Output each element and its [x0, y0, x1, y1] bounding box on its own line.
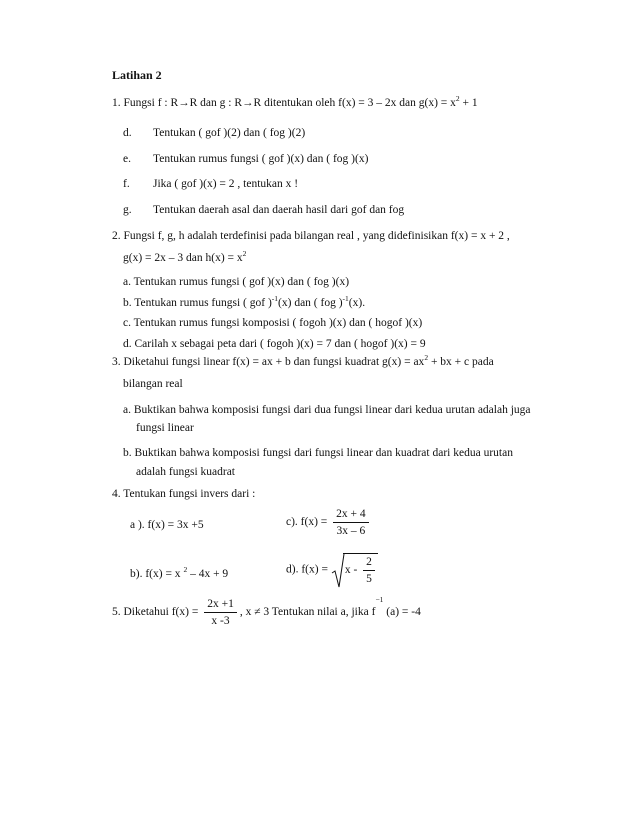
- q4-stem: 4. Tentukan fungsi invers dari :: [112, 488, 256, 500]
- q4-item-d-numerator: 2: [363, 554, 375, 571]
- q2-item-b: [123, 296, 365, 310]
- q5-numerator: 2x +1: [204, 596, 237, 613]
- q1-item-f: [123, 177, 298, 191]
- q4-item-a: a ). f(x) = 3x +5: [130, 519, 204, 531]
- q1-item-g-label: g.: [123, 204, 132, 216]
- q2-line2-text: g(x) = 2x – 3 dan h(x) = x: [123, 252, 243, 264]
- radical-sign-icon: [331, 553, 345, 589]
- q4-item-d-sqrt: [331, 553, 378, 587]
- q5-fraction: [204, 596, 237, 629]
- q1-item-f-label: f.: [123, 178, 130, 190]
- q1-item-d-label: d.: [123, 127, 132, 139]
- q2-item-b-text1: b. Tentukan rumus fungsi ( gof ): [123, 297, 272, 309]
- q1-item-f-text: Jika ( gof )(x) = 2 , tentukan x !: [153, 178, 299, 190]
- q4-item-d-radicand-text: x -: [344, 564, 358, 577]
- q1-item-d: [123, 126, 305, 140]
- q1-item-e-label: e.: [123, 153, 131, 165]
- q2-line2-exponent: 2: [242, 249, 247, 258]
- q5-lhs: 5. Diketahui f(x) =: [112, 606, 199, 619]
- q1-item-g: [123, 203, 404, 217]
- q4-item-b-tail: – 4x + 9: [187, 568, 229, 580]
- q1-stem-tail: + 1: [459, 97, 478, 109]
- q4-item-b-exponent: 2: [183, 565, 188, 574]
- q5: [112, 596, 421, 629]
- q4-item-c-numerator: 2x + 4: [333, 506, 369, 523]
- q1-stem: [112, 96, 478, 110]
- q5-inverse-exponent: −1: [375, 595, 384, 604]
- q2-item-c: c. Tentukan rumus fungsi komposisi ( fogoh )(x) dan ( hogof )(x): [123, 317, 423, 329]
- q1-stem-exponent: 2: [455, 94, 460, 103]
- q2-line2: [123, 251, 246, 265]
- q3-line2: bilangan real: [123, 378, 183, 390]
- q3-line1-text: 3. Diketahui fungsi linear f(x) = ax + b dan fungsi kuadrat g(x) = ax: [112, 356, 425, 368]
- q2-item-a: a. Tentukan rumus fungsi ( gof )(x) dan ( fog )(x): [123, 276, 350, 288]
- q4-item-b-text: b). f(x) = x: [130, 568, 184, 580]
- q3-item-b-line1: b. Buktikan bahwa komposisi fungsi dari fungsi linear dan kuadrat dari kedua urutan: [123, 447, 513, 459]
- q5-condition: , x ≠ 3 Tentukan nilai a, jika f: [239, 606, 376, 619]
- q3-item-b-line2: adalah fungsi kuadrat: [136, 466, 235, 478]
- q3-item-a-line1: a. Buktikan bahwa komposisi fungsi dari dua fungsi linear dari kedua urutan adalah juga: [123, 404, 531, 416]
- q1-item-d-text: Tentukan ( gof )(2) dan ( fog )(2): [153, 127, 306, 139]
- q4-item-d: [286, 553, 378, 587]
- q4-item-d-radicand: [343, 553, 378, 587]
- q3-line1-tail: + bx + c pada: [428, 356, 494, 368]
- q4-item-c-fraction: [333, 506, 369, 539]
- q4-item-d-denominator: 5: [366, 573, 372, 585]
- page-title: Latihan 2: [112, 68, 162, 82]
- q2-item-b-exp2: -1: [342, 294, 349, 303]
- q2-item-b-text2: (x) dan ( fog ): [278, 297, 343, 309]
- q2-item-d: d. Carilah x sebagai peta dari ( fogoh )(x) = 7 dan ( hogof )(x) = 9: [123, 338, 426, 350]
- q3-item-a-line2: fungsi linear: [136, 422, 194, 434]
- q2-line1: 2. Fungsi f, g, h adalah terdefinisi pada bilangan real , yang didefinisikan f(x) = x + 2 ,: [112, 230, 510, 242]
- q4-item-c-denominator: 3x – 6: [336, 525, 366, 537]
- q4-item-b: [130, 567, 228, 581]
- q2-item-b-exp1: -1: [271, 294, 279, 303]
- q4-item-d-fraction: [363, 554, 375, 587]
- q5-tail: (a) = -4: [383, 606, 421, 619]
- q1-item-e: [123, 152, 368, 166]
- q1-item-g-text: Tentukan daerah asal dan daerah hasil dari gof dan fog: [153, 204, 405, 216]
- q4-item-c-lhs: c). f(x) =: [286, 516, 328, 529]
- q1-stem-text: 1. Fungsi f : R→R dan g : R→R ditentukan oleh f(x) = 3 – 2x dan g(x) = x: [112, 97, 456, 109]
- q5-denominator: x -3: [211, 615, 230, 627]
- q3-line1: [112, 355, 494, 369]
- q4-item-c: [286, 506, 372, 539]
- q1-item-e-text: Tentukan rumus fungsi ( gof )(x) dan ( fog )(x): [153, 153, 369, 165]
- q4-item-d-lhs: d). f(x) =: [286, 563, 328, 576]
- q2-item-b-text3: (x).: [348, 297, 366, 309]
- q3-line1-exponent: 2: [424, 353, 429, 362]
